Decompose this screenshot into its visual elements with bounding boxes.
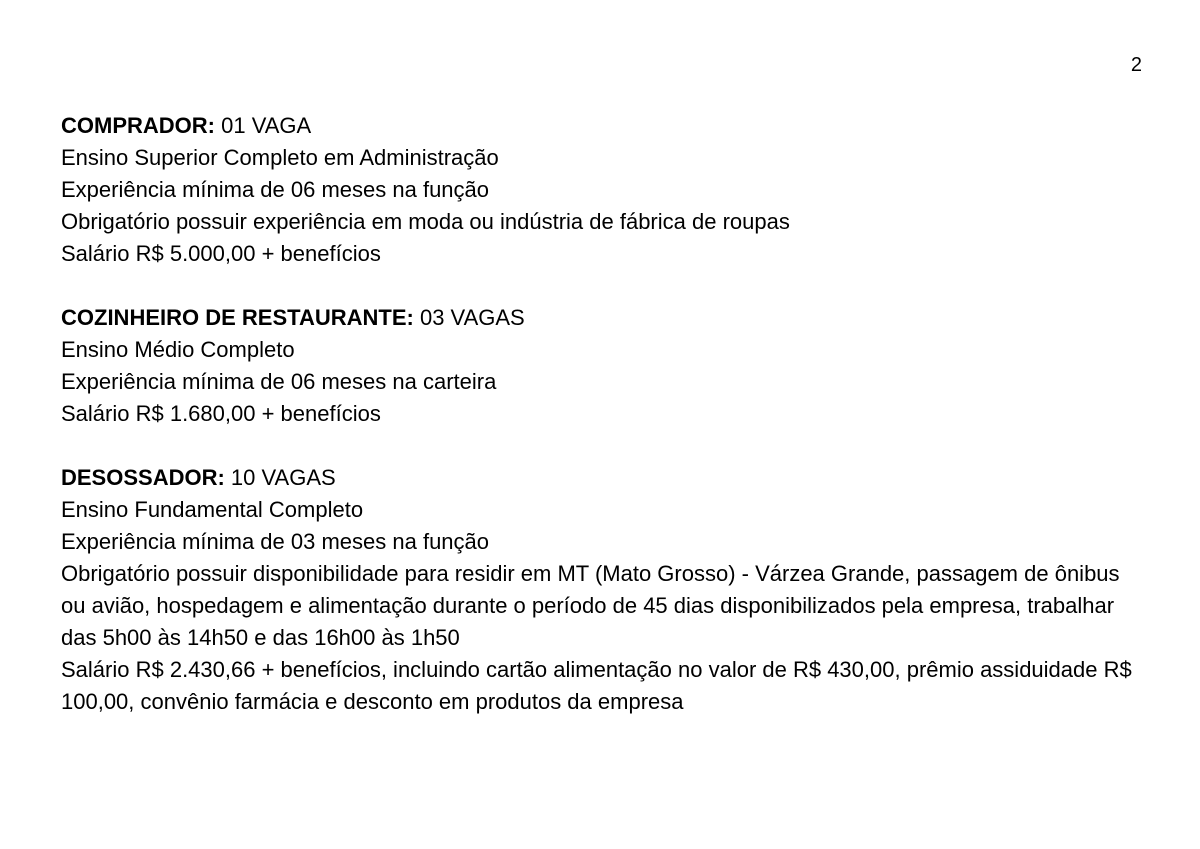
job-title: COZINHEIRO DE RESTAURANTE: [61,305,414,330]
job-requirement: Obrigatório possuir disponibilidade para residir em MT (Mato Grosso) - Várzea Grande, passagem de ônibus ou avião, hospedagem e alimentação durante o período de 45 dias disponibilizados pela empresa, trabalhar das 5h00 às 14h50 e das 16h00 às 1h50 [61,561,1120,650]
job-heading [61,302,1141,334]
job-listing-desossador [61,462,1141,718]
job-requirement: Obrigatório possuir experiência em moda ou indústria de fábrica de roupas [61,209,790,234]
job-requirement: Ensino Fundamental Completo [61,497,364,522]
job-requirement: Ensino Superior Completo em Administração [61,145,499,170]
job-requirement: Experiência mínima de 03 meses na função [61,529,490,554]
job-salary: Salário R$ 5.000,00 + benefícios [61,241,381,266]
job-title: DESOSSADOR: [61,465,225,490]
job-heading [61,110,1141,142]
job-requirement: Experiência mínima de 06 meses na função [61,177,490,202]
job-vacancies: 01 VAGA [221,113,312,138]
job-listings [61,110,1141,718]
job-salary: Salário R$ 1.680,00 + benefícios [61,401,381,426]
page-number: 2 [1130,54,1142,76]
job-listing-comprador [61,110,1141,270]
job-vacancies: 03 VAGAS [419,305,525,330]
job-listing-cozinheiro [61,302,1141,430]
job-salary: Salário R$ 2.430,66 + benefícios, incluindo cartão alimentação no valor de R$ 430,00, prêmio assiduidade R$ 100,00, convênio farmácia e desconto em produtos da empresa [61,657,1132,714]
job-requirement: Ensino Médio Completo [61,337,295,362]
job-title: COMPRADOR: [61,113,215,138]
job-vacancies: 10 VAGAS [230,465,336,490]
job-requirement: Experiência mínima de 06 meses na carteira [61,369,497,394]
job-heading [61,462,1141,494]
